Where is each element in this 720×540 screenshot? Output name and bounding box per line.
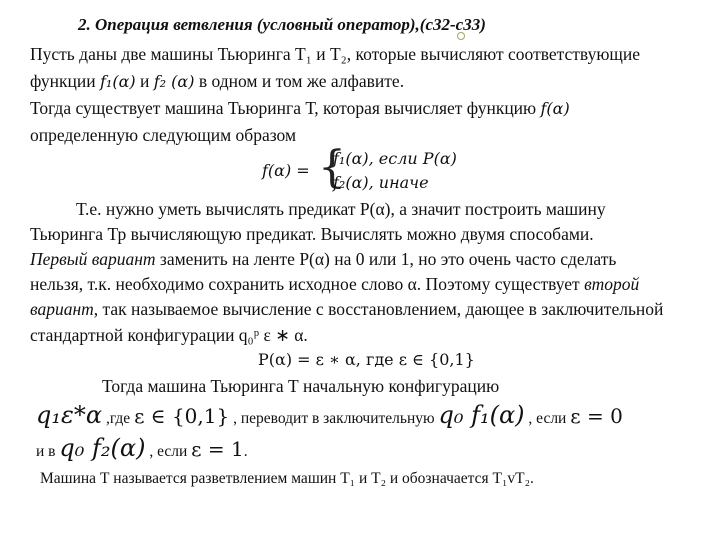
p3-epsilon-set: ε ∈ {0,1} [134, 404, 230, 428]
p3-eps-0: ε = 0 [570, 404, 623, 428]
p1-line3-text: Тогда существует машина Тьюринга Т, которая вычисляет функцию [30, 98, 541, 118]
p3-line3 [36, 434, 248, 466]
p1-func-f: f(α) [540, 99, 570, 118]
p3-where: ,где [102, 410, 135, 427]
p1-func-f2: f₂ (α) [153, 72, 195, 91]
formula-case1: f₁(α), если P(α) [333, 149, 457, 168]
p3-period: . [243, 443, 248, 460]
left-brace-icon: { [318, 142, 346, 193]
p3-transitions: , переводит в заключительную [229, 410, 439, 427]
p3-line4: Машина Т называется разветвлением машин T₁ и T₂ и обозначается T₁vT₂. [40, 470, 534, 487]
p1-line2-text-a: функции [30, 71, 100, 91]
p2-line5 [30, 298, 663, 320]
p2-line4-text: нельзя, т.к. необходимо сохранить исходное слово α. Поэтому существует [30, 274, 585, 294]
formula-predicate: P(α) = ε ∗ α, где ε ∈ {0,1} [258, 350, 475, 369]
p3-if-2: , если [145, 443, 192, 460]
p2-line3 [30, 248, 616, 270]
p2-line2: Тьюринга Тр вычисляющую предикат. Вычислять можно двумя способами. [30, 224, 594, 244]
cursor-mark-icon [457, 32, 465, 40]
p3-final-config-1: q₀ f₁(α) [438, 401, 525, 429]
p2-second: второй [584, 274, 640, 294]
p2-line1: Т.е. нужно уметь вычислять предикат Р(α), а значит построить машину [76, 199, 606, 219]
formula-case2: f₂(α), иначе [333, 173, 429, 192]
p3-line1: Тогда машина Тьюринга Т начальную конфигурацию [102, 376, 500, 396]
p2-line3-text: заменить на ленте P(α) на 0 или 1, но это очень часто сделать [155, 249, 617, 269]
p2-line6: стандартной конфигурации q₀ᵖ ε ∗ α. [30, 325, 308, 345]
p2-line4 [30, 273, 639, 295]
p1-func-f1: f₁(α) [100, 72, 136, 91]
formula-lhs: f(α) = [262, 161, 310, 180]
p3-eps-1: ε = 1 [191, 437, 244, 461]
section-heading: 2. Операция ветвления (условный оператор),(с32-с33) [78, 15, 486, 34]
p1-line4: определенную следующим образом [30, 125, 297, 145]
p1-line3 [30, 97, 570, 120]
p3-if-1: , если [524, 410, 571, 427]
p3-line2 [36, 401, 623, 433]
p1-line2-text-b: и [135, 71, 154, 91]
p3-final-config-2: q₀ f₂(α) [59, 434, 146, 462]
p1-line1: Пусть даны две машины Тьюринга T₁ и T₂, которые вычисляют соответствующие [30, 44, 641, 64]
p1-line2-text-c: в одном и том же алфавите. [194, 71, 405, 91]
p3-initial-config: q₁ε*α [36, 401, 103, 429]
p2-line5-text: , так называемое вычисление с восстановлением, дающее в заключительной [93, 299, 664, 319]
p2-variant: вариант [30, 299, 94, 319]
p1-line2 [30, 70, 404, 93]
p3-and: и в [36, 443, 60, 460]
p2-first-variant: Первый вариант [30, 249, 156, 269]
